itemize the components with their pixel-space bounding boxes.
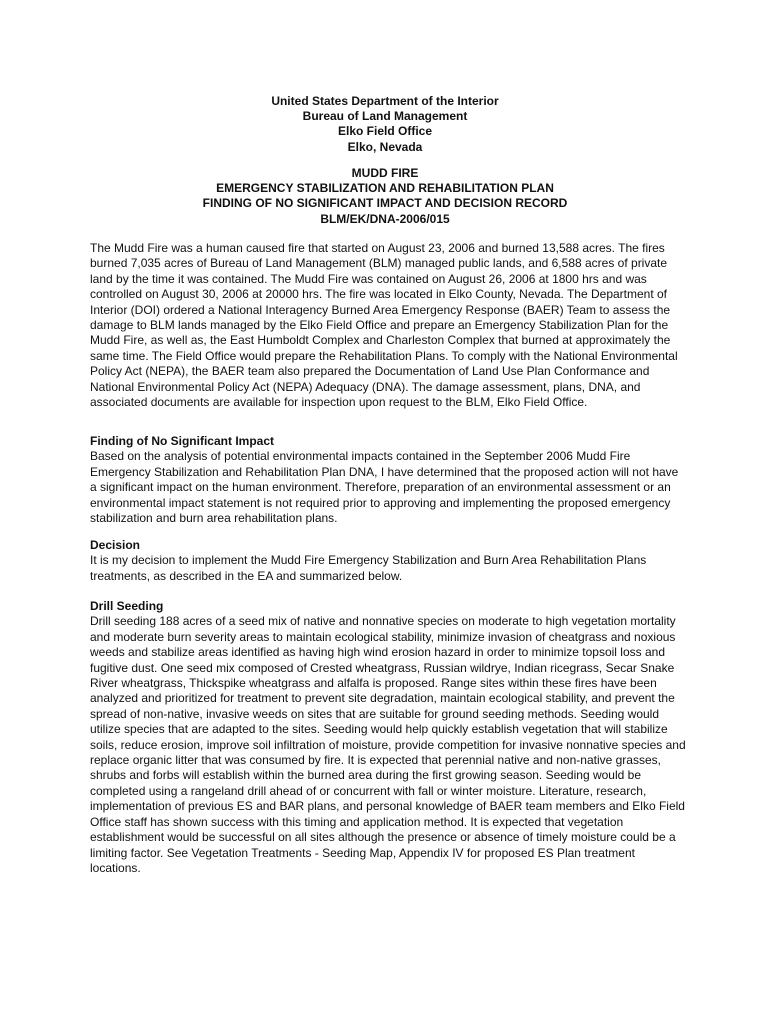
decision-text: It is my decision to implement the Mudd Fire Emergency Stabilization and Burn Area Rehabilitation Plans treatments, as described in the EA and summarized below. [90,553,647,583]
title-document-number: BLM/EK/DNA-2006/015 [320,211,450,226]
fonsi-section [90,434,686,526]
agency-office: Elko Field Office [337,124,433,139]
fonsi-text: Based on the analysis of potential environmental impacts contained in the September 2006 Mudd Fire Emergency Stabilization and Rehabilitation Plan DNA, I have determined that the proposed action will not have a significant impact on the human environment. Therefore, preparation of an environmental assessment or an environmental impact statement is not required prior to approving and implementing the proposed emergency stabilization and burn area rehabilitation plans. [90,449,679,526]
drill-seeding-heading: Drill Seeding [90,599,164,613]
title-fire-name: MUDD FIRE [351,166,419,180]
agency-location: Elko, Nevada [347,139,423,154]
agency-department: United States Department of the Interior [271,94,499,108]
title-plan-name: EMERGENCY STABILIZATION AND REHABILITATION PLAN [216,181,554,196]
title-record-name: FINDING OF NO SIGNIFICANT IMPACT AND DECISION RECORD [202,196,568,211]
drill-seeding-text: Drill seeding 188 acres of a seed mix of native and nonnative species on moderate to high vegetation mortality and moderate burn severity areas to maintain ecological stability, minimize invasion of cheatgrass and noxious weeds and stabilize areas identified as having high wind erosion hazard in order to minimize topsoil loss and fugitive dust. One seed mix composed of Crested wheatgrass, Russian wildrye, Indian ricegrass, Secar Snake River wheatgrass, Thickspike wheatgrass and alfalfa is proposed. Range sites within these fires have been analyzed and prioritized for treatment to prevent site degradation, maintain ecological stability, and prevent the spread of non-native, invasive weeds on sites that are suitable for ground seeding methods. Seeding would utilize species that are adapted to the sites. Seeding would help quickly establish vegetation that will stabilize soils, reduce erosion, improve soil infiltration of moisture, provide competition for invasive nonnative species and replace organic litter that was consumed by fire. It is expected that perennial native and non-native grasses, shrubs and forbs will establish within the burned area during the first growing season. Seeding would be completed using a rangeland drill ahead of or concurrent with fall or winter moisture. Literature, research, implementation of previous ES and BAR plans, and personal knowledge of BAER team members and Elko Field Office staff has shown success with this timing and application method. It is expected that vegetation establishment would be successful on all sites although the presence or absence of timely moisture could be a limiting factor. See Vegetation Treatments - Seeding Map, Appendix IV for proposed ES Plan treatment locations. [90,614,686,875]
intro-text: The Mudd Fire was a human caused fire that started on August 23, 2006 and burned 13,588 acres. The fires burned 7,035 acres of Bureau of Land Management (BLM) managed public lands, and 6,588 acres of private land by the time it was contained. The Mudd Fire was contained on August 26, 2006 at 1800 hrs and was controlled on August 30, 2006 at 20000 hrs. The fire was located in Elko County, Nevada. The Department of Interior (DOI) ordered a National Interagency Burned Area Emergency Response (BAER) Team to assess the damage to BLM lands managed by the Elko Field Office and prepare an Emergency Stabilization Plan for the Mudd Fire, as well as, the East Humboldt Complex and Charleston Complex that burned at approximately the same time. The Field Office would prepare the Rehabilitation Plans. To comply with the National Environmental Policy Act (NEPA), the BAER team also prepared the Documentation of Land Use Plan Conformance and National Environmental Policy Act (NEPA) Adequacy (DNA). The damage assessment, plans, DNA, and associated documents are available for inspection upon request to the BLM, Elko Field Office. [90,241,678,410]
intro-paragraph [90,241,686,410]
document-title [0,166,770,227]
decision-heading: Decision [90,538,141,552]
decision-section [90,538,686,584]
agency-header [0,94,770,155]
fonsi-heading: Finding of No Significant Impact [90,434,274,448]
drill-seeding-section [90,599,686,876]
agency-bureau: Bureau of Land Management [302,109,468,124]
